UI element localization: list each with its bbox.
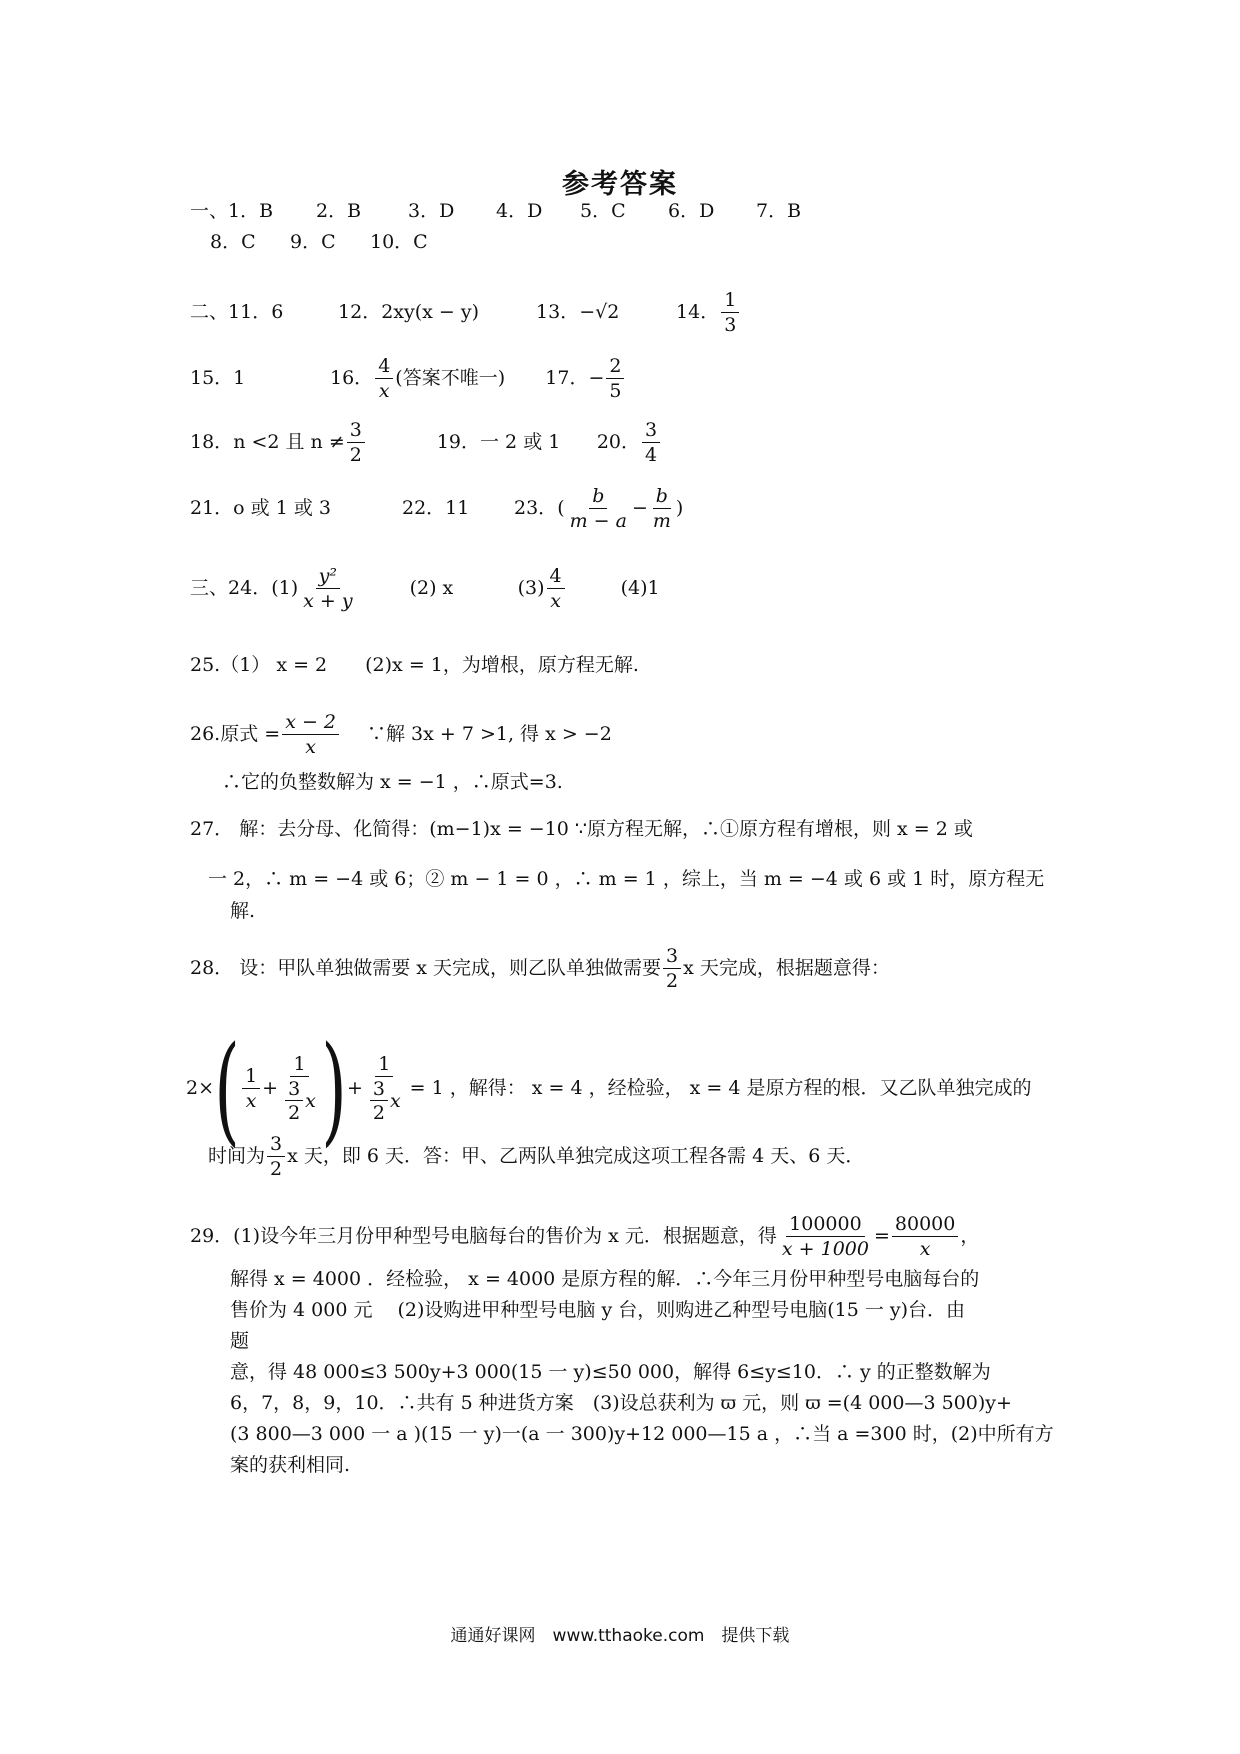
footer-source: 通通好课网 www.tthaoke.com 提供下载 [450,1626,790,1646]
section-3-label: 三、 [190,576,229,599]
q24-part-4: (4)1 [620,576,660,599]
fraction-denominator: 2 [372,1102,385,1125]
answer-16-label: 16． [330,366,374,389]
fraction-numerator: 3 [663,946,681,969]
section-1-row-1 [190,198,826,224]
q24-part-3-label: (3) [517,576,545,599]
answer-21: 21．o 或 1 或 3 [190,496,331,519]
question-29-line-2: 解得 x = 4000 ．经检验， x = 4000 是原方程的解．∴今年三月份甲种型号电脑每台的 [230,1268,980,1290]
question-28-equation: 2×( $\frac{1}{x}$ + 1 $\frac{3}{2}$ x )+ 1 $\frac{3}{2}$ x = 1 ，解得： x = 4 ，经检验， x = 4 是原方程的根．又乙队单独完成的 [186,1020,1032,1158]
fraction-denominator: 2 [666,969,679,992]
question-26-line-1 [190,712,612,758]
q28-line-3-text-a: 时间为 [208,1144,266,1167]
q28-eq-prefix: 2× [186,1077,215,1099]
fraction-denominator: m − a [569,509,627,532]
question-26-line-2: ∴它的负整数解为 x = −1 ，∴原式=3. [222,771,563,793]
answer-6: 6．D [668,200,715,222]
q28-fraction-three-halves [663,946,681,992]
q28-frac-one-over-three-halves-x-2 [365,1054,404,1125]
answer-17-sign: − [588,366,605,389]
q29-fraction-2 [892,1214,958,1260]
answer-10: 10．C [370,231,428,253]
fraction-denominator: $\frac{3}{2}$ x [365,1077,404,1125]
q24-part-2: (2) x [409,576,454,599]
answer-18-fraction [347,420,365,466]
answer-23-fraction-2 [650,486,674,532]
answer-1: 1．B [228,200,274,222]
question-29-line-8: 案的获利相同. [230,1454,351,1476]
section-2-row-1 [190,290,741,336]
section-2-row-3 [190,420,662,466]
fraction-denominator: x [919,1237,931,1260]
section-3-row [190,566,660,612]
fraction-denominator: x [305,735,316,758]
answer-12: 12．2xy(x − y) [338,300,480,323]
answer-19: 19．一 2 或 1 [436,430,561,453]
answer-5: 5．C [580,200,626,222]
fraction-numerator: b [589,486,607,509]
answer-23-fraction-1 [567,486,630,532]
nested-fraction [285,1079,303,1125]
question-29-line-1: 29．(1)设今年三月份甲种型号电脑每台的售价为 x 元．根据题意，得 $\frac{100000}{x + 1000}$ = $\frac{80000}{x}$ ， [190,1213,980,1260]
fraction-numerator: 2 [606,356,624,379]
fraction-denominator: 4 [645,443,658,466]
fraction-denominator: x [245,1090,257,1112]
answer-8: 8．C [210,231,256,253]
fraction-numerator: 80000 [892,1214,958,1237]
q28-fraction-three-halves-2: $\frac{3}{2}$ [267,1134,285,1180]
question-25: 25.（1） x = 2 (2)x = 1，为增根，原方程无解. [190,654,639,676]
section-1-row-2 [210,229,450,255]
q26-inequality: ∵解 3x + 7 >1, 得 x > −2 [367,722,612,745]
answer-13-label: 13． [536,300,580,323]
answer-13-value: −√2 [579,300,620,323]
question-27-line-1: 27． 解：去分母、化简得：(m−1)x = −10 ∵原方程无解，∴①原方程有增根，则 x = 2 或 [190,818,973,840]
answer-22: 22．11 [402,496,470,519]
fraction-denominator: 3 [724,313,737,336]
answer-20-label: 20． [596,430,641,453]
page-title: 参考答案 [562,169,678,200]
fraction-numerator: 3 [347,420,365,443]
answer-18-text: n <2 且 n ≠ [233,430,345,453]
q29-line-1-text: 29．(1)设今年三月份甲种型号电脑每台的售价为 x 元．根据题意，得 [190,1224,777,1247]
nested-fraction [370,1079,388,1125]
question-29-line-3: 售价为 4 000 元 (2)设购进甲种型号电脑 y 台，则购进乙种型号电脑(15 一 y)台．由 [230,1299,966,1321]
question-27-line-2: 一 2，∴ m = −4 或 6；② m − 1 = 0 ，∴ m = 1 ，综上，当 m = −4 或 6 或 1 时，原方程无 [208,868,1045,890]
fraction-denominator: $\frac{3}{2}$ x [280,1077,319,1125]
section-2-row-2 [190,356,626,402]
q24-part-1-label: (1) [271,576,299,599]
q24-part-3-fraction [547,566,565,612]
section-1-label: 一、 [190,200,229,222]
question-29-line-4: 题 [230,1330,250,1352]
fraction-denominator: x [378,379,390,402]
fraction-denominator: x + 1000 [781,1237,869,1260]
question-29-line-6: 6，7，8，9，10．∴共有 5 种进货方案 (3)设总获利为 ϖ 元，则 ϖ =(4 000—3 500)y+ [230,1392,1012,1414]
fraction-numerator: 1 [375,1054,393,1077]
fraction-numerator: 100000 [786,1214,865,1237]
answer-17-label: 17． [545,366,589,389]
fraction-numerator: 3 [285,1079,303,1102]
answer-15: 15．1 [190,366,246,389]
section-2-row-4: 21．o 或 1 或 3 22．11 23．( $\frac{b}{m - a}$ − $\frac{b}{m}$ ) [190,485,684,532]
fraction-denominator: m [652,509,671,532]
fraction-numerator: 3 [370,1079,388,1102]
fraction-denominator: 2 [288,1102,301,1125]
fraction-numerator: y² [316,566,340,589]
fraction-numerator: x − 2 [282,712,339,735]
question-28-line-1 [190,946,890,992]
q26-fraction [282,712,339,758]
q24-part-1-fraction [300,566,355,612]
answer-4: 4．D [496,200,543,222]
fraction-denominator: x [550,589,561,612]
fraction-denominator: x + y [303,589,353,612]
question-24-label: 24． [228,576,272,599]
answer-17-fraction [606,356,624,402]
answer-7: 7．B [756,200,802,222]
q28-line-1-text-a: 28． 设：甲队单独做需要 x 天完成，则乙队单独做需要 [190,956,662,979]
question-29-line-7: (3 800—3 000 一 a )(15 一 y)一(a 一 300)y+12 000—15 a ，∴当 a =300 时，(2)中所有方 [230,1423,1054,1445]
right-paren: ) [321,1020,347,1158]
left-paren: ( [214,1020,240,1158]
q28-line-3-text-b: x 天，即 6 天．答：甲、乙两队单独完成这项工程各需 4 天、6 天． [287,1144,865,1167]
fraction-numerator: 1 [721,290,739,313]
q26-label: 26.原式 = [190,722,281,745]
fraction-denominator: 5 [609,379,622,402]
q28-line-1-text-b: x 天完成，根据题意得： [683,956,890,979]
fraction-numerator: 4 [547,566,565,589]
answer-3: 3．D [408,200,455,222]
answer-11: 11．6 [228,300,284,323]
fraction-numerator: 3 [642,420,660,443]
q28-frac-one-over-x [242,1066,260,1112]
answer-20-fraction [642,420,660,466]
question-27-line-3: 解. [230,900,256,922]
fraction-denominator: 2 [349,443,362,466]
answer-14-fraction [721,290,739,336]
answer-23-label: 23． [514,496,558,519]
q28-frac-one-over-three-halves-x [280,1054,319,1125]
answer-16-fraction [375,356,393,402]
question-28-line-3 [208,1134,864,1180]
q29-fraction-1 [779,1214,872,1260]
section-2-label: 二、 [190,300,229,323]
answer-14-label: 14． [676,300,720,323]
q28-eq-rest: = 1 ，解得： x = 4 ，经检验， x = 4 是原方程的根．又乙队单独完成的 [409,1077,1032,1099]
fraction-numerator: 1 [290,1054,308,1077]
answer-18-label: 18． [190,430,234,453]
answer-16-note: (答案不唯一) [395,366,506,389]
fraction-numerator: b [653,486,671,509]
fraction-numerator: 4 [375,356,393,379]
fraction-numerator: 1 [242,1066,260,1089]
answer-9: 9．C [290,231,336,253]
answer-2: 2．B [316,200,362,222]
question-29-line-5: 意，得 48 000≤3 500y+3 000(15 一 y)≤50 000，解得 6≤y≤10．∴ y 的正整数解为 [230,1361,991,1383]
